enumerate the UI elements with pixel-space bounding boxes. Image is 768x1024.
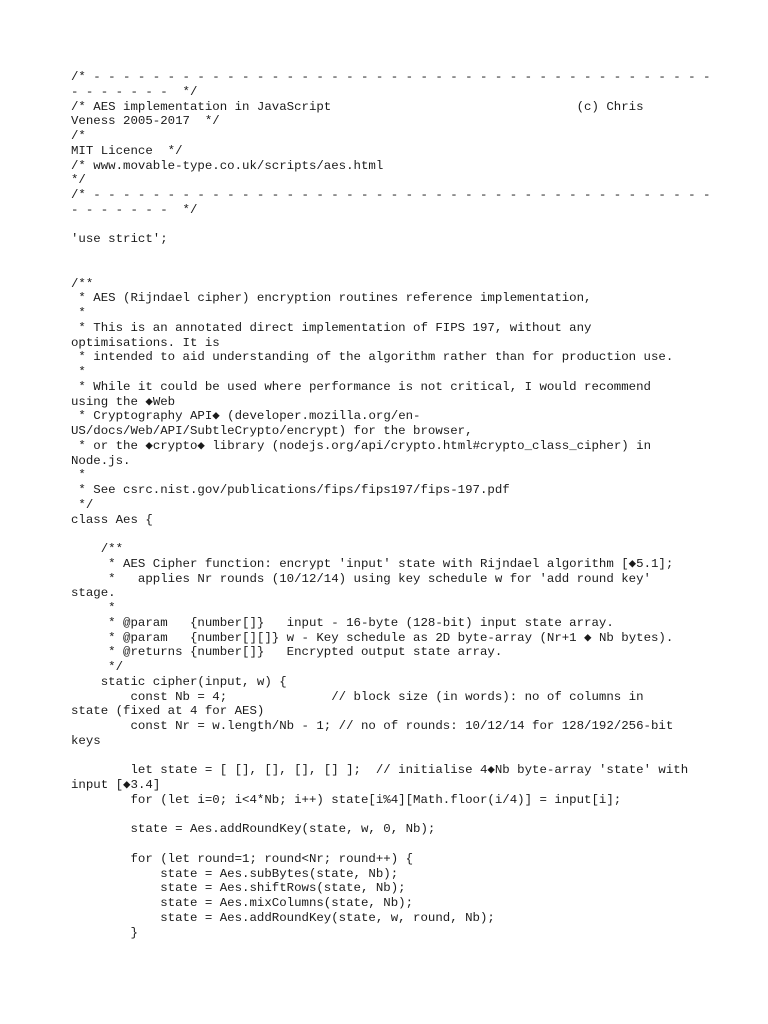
code-line: * @param {number[][]} w - Key schedule as 2D byte-array (Nr+1 ◆ Nb bytes). — [71, 630, 674, 645]
code-line: const Nr = w.length/Nb - 1; // no of rounds: 10/12/14 for 128/192/256-bit — [71, 719, 674, 733]
code-line: optimisations. It is — [71, 335, 220, 350]
code-line: * While it could be used where performance is not critical, I would recommend — [71, 379, 651, 394]
code-line: - - - - - - - */ — [71, 84, 198, 99]
code-line: * See csrc.nist.gov/publications/fips/fips197/fips-197.pdf — [71, 483, 510, 497]
code-document — [71, 70, 711, 940]
code-line — [71, 527, 711, 542]
code-line: state (fixed at 4 for AES) — [71, 704, 265, 719]
code-line: for (let i=0; i<4*Nb; i++) state[i%4][Math.floor(i/4)] = input[i]; — [71, 792, 622, 807]
code-line: input [◆3.4] — [71, 778, 161, 792]
code-line: * applies Nr rounds (10/12/14) using key schedule w for 'add round key' — [71, 571, 651, 586]
code-line: * This is an annotated direct implementation of FIPS 197, without any — [71, 320, 592, 335]
code-line: /* - - - - - - - - - - - - - - - - - - - - - - - - - - - - - - - - - - - - - - - - - - — [71, 70, 711, 84]
code-line: static cipher(input, w) { — [71, 674, 287, 689]
code-line: * — [71, 601, 116, 615]
code-line: US/docs/Web/API/SubtleCrypto/encrypt) for the browser, — [71, 424, 473, 438]
code-line: */ — [71, 173, 86, 188]
code-line: stage. — [71, 586, 116, 601]
code-line: keys — [71, 733, 101, 748]
code-line: * — [71, 365, 86, 379]
code-line — [71, 749, 711, 764]
code-line: /* - - - - - - - - - - - - - - - - - - - - - - - - - - - - - - - - - - - - - - - - - - — [71, 188, 711, 202]
code-line: using the ◆Web — [71, 394, 176, 409]
code-line: * Cryptography API◆ (developer.mozilla.org/en- — [71, 409, 421, 424]
code-line: * — [71, 306, 86, 320]
code-line — [71, 247, 711, 262]
code-line: - - - - - - - */ — [71, 202, 198, 217]
code-line: } — [71, 925, 138, 940]
code-line: * AES Cipher function: encrypt 'input' state with Rijndael algorithm [◆5.1]; — [71, 556, 674, 571]
code-line: /* www.movable-type.co.uk/scripts/aes.html — [71, 158, 384, 173]
code-line: for (let round=1; round<Nr; round++) { — [71, 851, 414, 866]
code-line — [71, 808, 711, 823]
code-line: let state = [ [], [], [], [] ]; // initialise 4◆Nb byte-array 'state' with — [71, 763, 689, 778]
code-line — [71, 218, 711, 233]
code-line: /** — [71, 542, 124, 556]
code-line: */ — [71, 497, 94, 512]
code-line: * @param {number[]} input - 16-byte (128-bit) input state array. — [71, 615, 614, 630]
code-line: * — [71, 468, 86, 483]
code-line: /* AES implementation in JavaScript (c) Chris — [71, 99, 644, 114]
code-line: * or the ◆crypto◆ library (nodejs.org/api/crypto.html#crypto_class_cipher) in — [71, 438, 652, 453]
code-line: 'use strict'; — [71, 232, 168, 247]
code-line: /** — [71, 276, 94, 291]
code-line: state = Aes.addRoundKey(state, w, 0, Nb); — [71, 822, 436, 837]
code-line — [71, 262, 711, 277]
code-line: const Nb = 4; // block size (in words): no of columns in — [71, 689, 644, 704]
code-line: */ — [71, 660, 124, 674]
code-line — [71, 837, 711, 852]
code-line: state = Aes.mixColumns(state, Nb); — [71, 896, 414, 910]
code-line: MIT Licence */ — [71, 143, 183, 158]
code-line: * @returns {number[]} Encrypted output state array. — [71, 645, 503, 660]
code-line: state = Aes.shiftRows(state, Nb); — [71, 881, 406, 896]
code-line: /* — [71, 129, 86, 143]
code-line: * AES (Rijndael cipher) encryption routines reference implementation, — [71, 291, 592, 306]
code-line: state = Aes.addRoundKey(state, w, round, Nb); — [71, 910, 495, 925]
code-line: class Aes { — [71, 512, 153, 527]
code-line: Node.js. — [71, 453, 131, 468]
code-line: Veness 2005-2017 */ — [71, 114, 220, 129]
code-line: state = Aes.subBytes(state, Nb); — [71, 866, 399, 881]
code-line: * intended to aid understanding of the algorithm rather than for production use. — [71, 350, 674, 365]
